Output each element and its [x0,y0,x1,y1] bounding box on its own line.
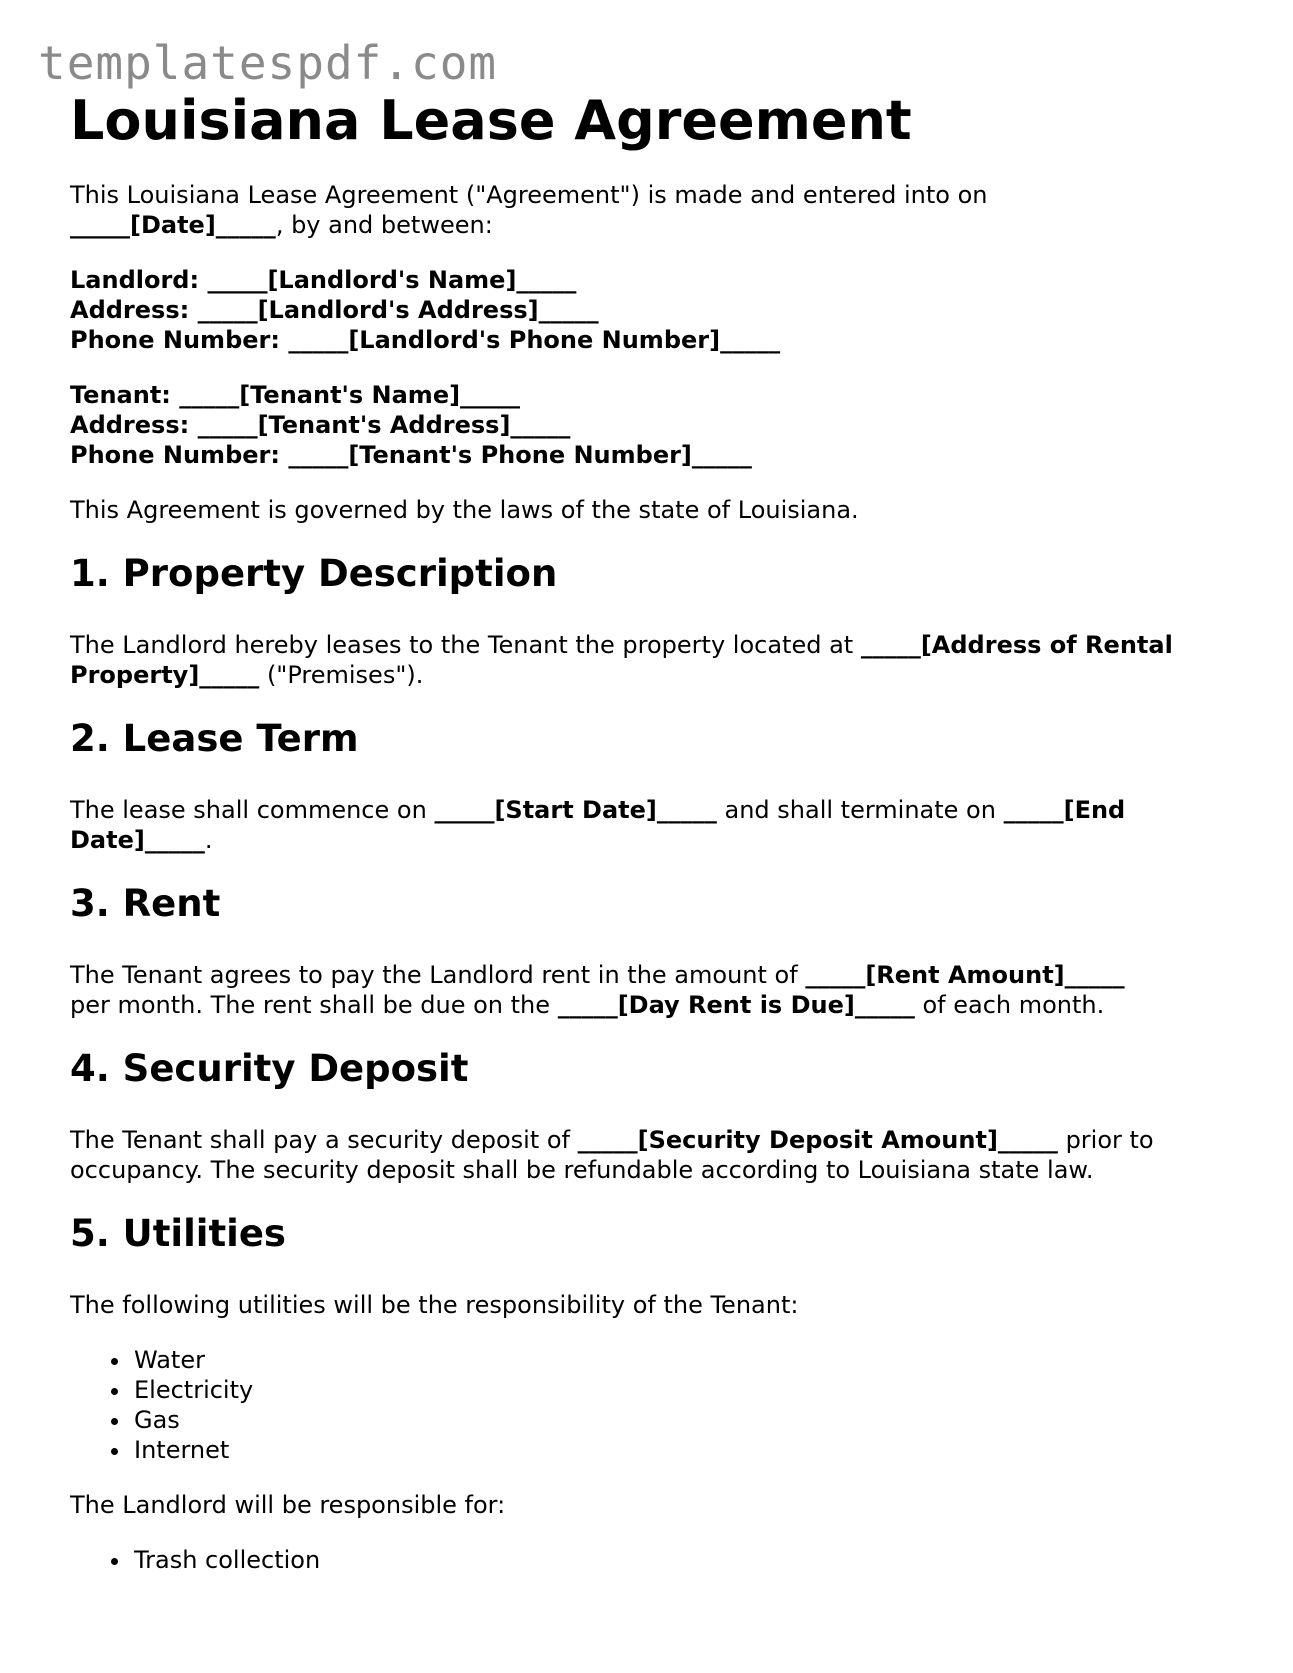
landlord-phone-row [70,325,1230,355]
intro-after: , by and between: [275,211,493,239]
landlord-block [70,265,1230,355]
tenant-name-field: _____[Tenant's Name]_____ [179,381,521,409]
list-item: • Water [132,1345,1230,1375]
landlord-name-label: Landlord: [70,266,200,294]
list-item: • Internet [132,1435,1230,1465]
landlord-name-field: _____[Landlord's Name]_____ [207,266,577,294]
section-heading-utilities: 5. Utilities [70,1212,286,1255]
rent-amount-field: _____[Rent Amount]_____ [805,961,1125,989]
deposit-amount-field: _____[Security Deposit Amount]_____ [577,1126,1058,1154]
rent-due-day-field: _____[Day Rent is Due]_____ [557,991,915,1019]
tenant-phone-label: Phone Number: [70,441,280,469]
section-heading-term: 2. Lease Term [70,717,359,760]
deposit-text: The Tenant shall pay a security deposit of [70,1126,570,1154]
tenant-utilities-list [70,1345,1230,1465]
tenant-address-field: _____[Tenant's Address]_____ [197,411,571,439]
rent-mid: per month. The rent shall be due on the [70,991,551,1019]
landlord-phone-field: _____[Landlord's Phone Number]_____ [288,326,781,354]
property-post: ("Premises"). [266,661,424,689]
utilities-tenant-intro: The following utilities will be the responsibility of the Tenant: [70,1291,799,1319]
rent-post: of each month. [922,991,1105,1019]
landlord-name-row [70,265,1230,295]
governing-law-paragraph: This Agreement is governed by the laws of the state of Louisiana. [70,496,859,524]
landlord-phone-label: Phone Number: [70,326,280,354]
utilities-landlord-intro: The Landlord will be responsible for: [70,1491,506,1519]
tenant-phone-row [70,440,1230,470]
property-text: The Landlord hereby leases to the Tenant the property located at [70,631,854,659]
landlord-address-field: _____[Landlord's Address]_____ [197,296,599,324]
list-item: • Gas [132,1405,1230,1435]
tenant-phone-field: _____[Tenant's Phone Number]_____ [288,441,752,469]
deposit-paragraph [70,1125,1230,1185]
tenant-address-label: Address: [70,411,190,439]
property-paragraph [70,630,1230,690]
list-item: • Trash collection [132,1545,1230,1575]
deposit-post: prior to occupancy. The security deposit shall be refundable according to Louisiana state law. [70,1126,1154,1184]
landlord-address-label: Address: [70,296,190,324]
intro-paragraph [70,180,1230,240]
landlord-utilities-list [70,1545,1230,1575]
term-post: . [204,826,213,854]
tenant-block [70,380,1230,470]
rent-text: The Tenant agrees to pay the Landlord rent in the amount of [70,961,798,989]
document-title: Louisiana Lease Agreement [70,89,912,152]
landlord-address-row [70,295,1230,325]
property-address-field: _____[Address of Rental Property]_____ [70,631,1173,689]
term-paragraph [70,795,1230,855]
term-text: The lease shall commence on [70,796,427,824]
rent-paragraph [70,960,1230,1020]
end-date-field: _____[End Date]_____ [70,796,1126,854]
section-heading-property: 1. Property Description [70,552,558,595]
list-item: • Electricity [132,1375,1230,1405]
section-heading-deposit: 4. Security Deposit [70,1047,469,1090]
term-mid: and shall terminate on [724,796,996,824]
document-page [70,88,1230,1575]
agreement-date-field: _____[Date]_____ [70,211,276,239]
start-date-field: _____[Start Date]_____ [434,796,717,824]
tenant-name-row [70,380,1230,410]
intro-text: This Louisiana Lease Agreement ("Agreement") is made and entered into on [70,181,988,209]
tenant-address-row [70,410,1230,440]
section-heading-rent: 3. Rent [70,882,221,925]
watermark: templatespdf.com [38,36,498,90]
tenant-name-label: Tenant: [70,381,171,409]
